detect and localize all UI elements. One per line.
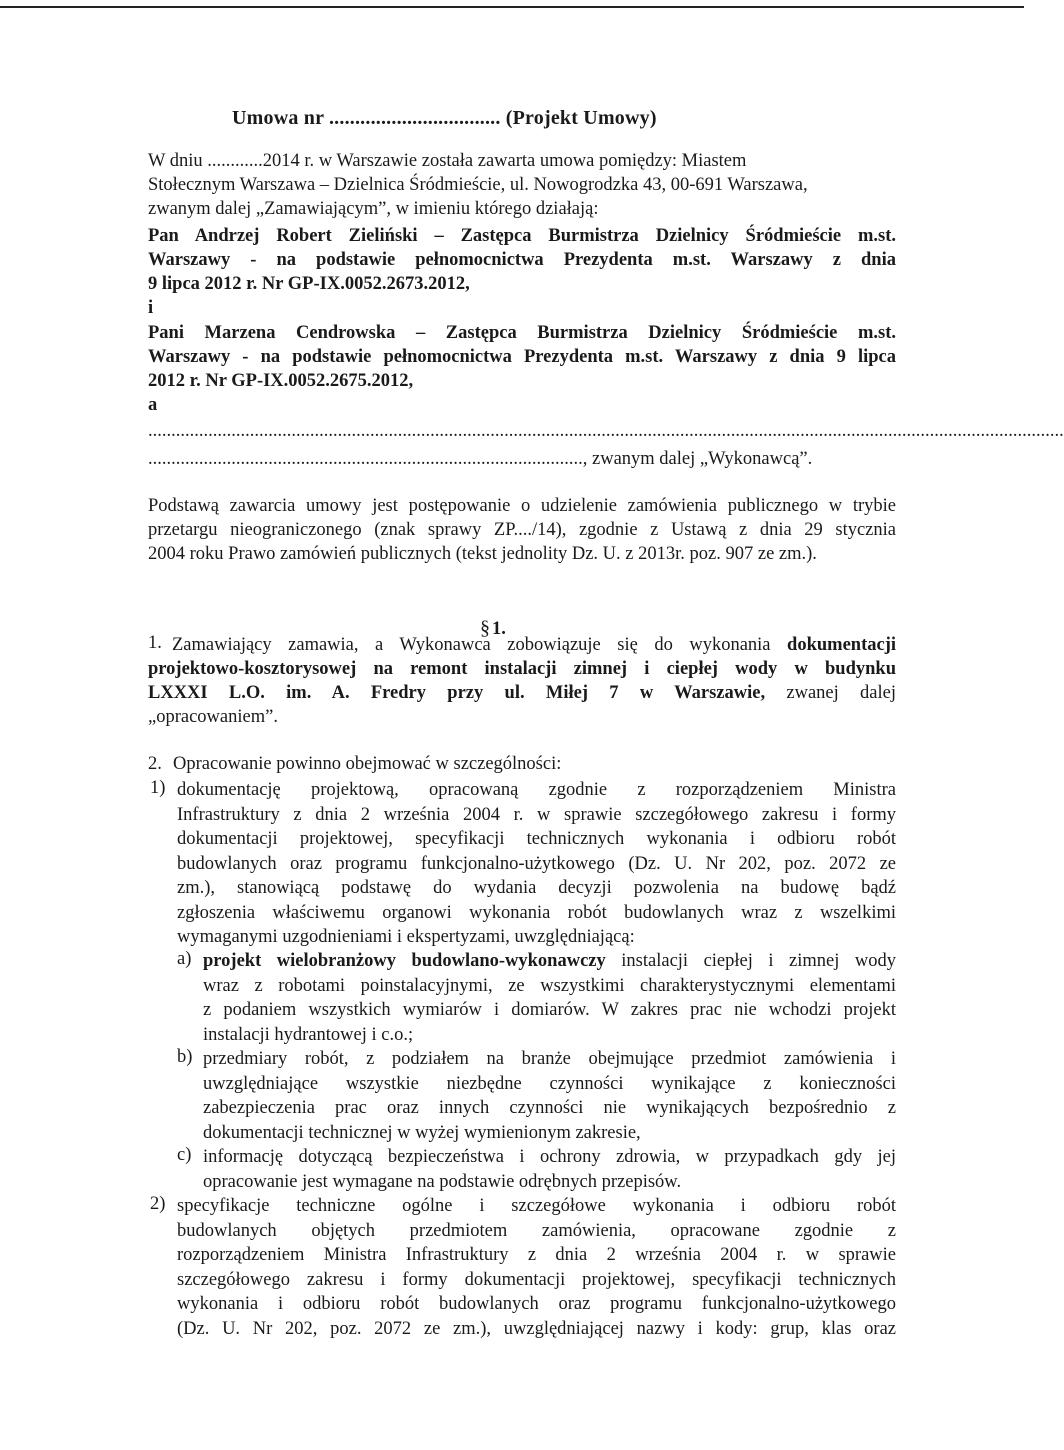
- sub-b-line: zabezpieczenia prac oraz innych czynności nie wynikających bezpośrednio z: [203, 1098, 896, 1118]
- item-1-line: dokumentację projektową, opracowaną zgodnie z rozporządzeniem Ministra: [177, 780, 896, 800]
- point-1-bold-c: LXXXI L.O. im. A. Fredry przy ul. Miłej 7 w Warszawie,: [148, 683, 766, 703]
- point-1: [148, 633, 896, 729]
- sub-b-line: uwzględniające wszystkie niezbędne czynności wynikające z konieczności: [203, 1073, 896, 1094]
- representative-2: [148, 321, 896, 417]
- point-1-line-1: [148, 633, 896, 657]
- sub-b-line: przedmiary robót, z podziałem na branże obejmujące przedmiot zamówienia i: [203, 1049, 896, 1069]
- sub-a-body: [203, 949, 896, 1047]
- item-1-line: budowlanych oraz programu funkcjonalno-użytkowego (Dz. U. Nr 202, poz. 2072 ze: [177, 853, 896, 874]
- intro-line: Stołecznym Warszawa – Dzielnica Śródmieście, ul. Nowogrodzka 43, 00-691 Warszawa,: [148, 175, 808, 195]
- rep2-line: Warszawy - na podstawie pełnomocnictwa Prezydenta m.st. Warszawy z dnia 9 lipca: [148, 347, 896, 367]
- point-1-line-3: [148, 681, 896, 705]
- sub-b-label: b): [177, 1047, 193, 1067]
- sub-a-line: z podaniem wszystkich wymiarów i domiarów. W zakres prac nie wchodzi projekt: [203, 1000, 896, 1020]
- point-2-heading: Opracowanie powinno obejmować w szczególności:: [173, 754, 562, 774]
- sub-a-line: instalacji hydrantowej i c.o.;: [203, 1024, 414, 1045]
- section-symbol: §: [480, 617, 490, 639]
- sub-a-first-line: [203, 949, 896, 974]
- item-1-line: zgłoszenia właściwemu organowi wykonania robót budowlanych wraz z wszelkimi: [177, 902, 896, 923]
- sub-c-line: opracowanie jest wymagane na podstawie odrębnych przepisów.: [203, 1171, 682, 1192]
- point-1-bold-b: projektowo-kosztorysowej na remont instalacji zimnej i ciepłej wody w budynku: [148, 659, 896, 679]
- basis-paragraph: [148, 494, 896, 566]
- item-1-line: Infrastruktury z dnia 2 września 2004 r. w sprawie szczegółowego zakresu i formy: [177, 804, 896, 825]
- point-1-number: 1.: [148, 633, 162, 653]
- contractor-line: .............................................................................................., zwanym dalej „Wykonawcą”.: [148, 449, 813, 469]
- rep1-line: Pan Andrzej Robert Zieliński – Zastępca Burmistrza Dzielnicy Śródmieście m.st.: [148, 226, 896, 246]
- sub-a-line: wraz z robotami poinstalacyjnymi, ze wszystkimi charakterystycznymi elementami: [203, 975, 896, 996]
- sub-a-label: a): [177, 949, 192, 969]
- item-2-body: [177, 1194, 896, 1341]
- sub-b-body: [203, 1047, 896, 1145]
- scan-border-line: [0, 6, 1024, 8]
- item-2-line: szczegółowego zakresu i formy dokumentacji projektowej, specyfikacji technicznych: [177, 1269, 896, 1290]
- sub-c-line: informację dotyczącą bezpieczeństwa i ochrony zdrowia, w przypadkach gdy jej: [203, 1147, 896, 1167]
- item-1-line: dokumentacji projektowej, specyfikacji technicznych wykonania i odbioru robót: [177, 829, 896, 849]
- item-2-line: wykonania i odbioru robót budowlanych oraz programu funkcjonalno-użytkowego: [177, 1294, 896, 1314]
- sub-c-label: c): [177, 1145, 192, 1165]
- item-1-label: 1): [150, 778, 166, 798]
- sub-c-body: [203, 1145, 896, 1194]
- conjunction-a: a: [148, 395, 158, 415]
- item-2-line: rozporządzeniem Ministra Infrastruktury z dnia 2 września 2004 r. w sprawie: [177, 1245, 896, 1265]
- sub-a-first-rest: instalacji ciepłej i zimnej wody: [605, 951, 896, 971]
- point-1-text-a: Zamawiający zamawia, a Wykonawca zobowiązuje się do wykonania: [172, 635, 788, 655]
- basis-line: 2004 roku Prawo zamówień publicznych (tekst jednolity Dz. U. z 2013r. poz. 907 ze zm.).: [148, 544, 817, 564]
- basis-line: przetargu nieograniczonego (znak sprawy ZP..../14), zgodnie z Ustawą z dnia 29 stycznia: [148, 520, 896, 540]
- point-1-text-d: „opracowaniem”.: [148, 707, 278, 727]
- sub-b-line: dokumentacji technicznej w wyżej wymienionym zakresie,: [203, 1122, 641, 1143]
- point-1-bold-a: dokumentacji: [787, 635, 896, 655]
- section-number: 1.: [492, 619, 506, 639]
- document-title: Umowa nr ................................. (Projekt Umowy): [232, 107, 657, 129]
- rep1-line: Warszawy - na podstawie pełnomocnictwa Prezydenta m.st. Warszawy z dnia: [148, 250, 896, 270]
- item-2-line: (Dz. U. Nr 202, poz. 2072 ze zm.), uwzględniającej nazwy i kody: grup, klas oraz: [177, 1318, 896, 1339]
- point-2-number: 2.: [148, 754, 162, 774]
- item-1-body: [177, 778, 896, 950]
- rep2-line: 2012 r. Nr GP-IX.0052.2675.2012,: [148, 371, 414, 391]
- item-1-line: wymaganymi uzgodnieniami i ekspertyzami, uwzględniającą:: [177, 927, 635, 947]
- rep2-line: Pani Marzena Cendrowska – Zastępca Burmistrza Dzielnicy Śródmieście m.st.: [148, 323, 896, 343]
- intro-line: W dniu ............2014 r. w Warszawie została zawarta umowa pomiędzy: Miastem: [148, 151, 747, 171]
- intro-paragraph: [148, 149, 896, 221]
- item-1-line: zm.), stanowiącą podstawę do wydania decyzji pozwolenia na budowę bądź: [177, 878, 896, 898]
- item-2-line: specyfikacje techniczne ogólne i szczegółowe wykonania i odbioru robót: [177, 1196, 896, 1216]
- representative-1: [148, 224, 896, 320]
- point-1-text-c: zwanej dalej: [765, 683, 897, 703]
- sub-a-bold: projekt wielobranżowy budowlano-wykonawczy: [203, 951, 606, 971]
- rep1-line: 9 lipca 2012 r. Nr GP-IX.0052.2673.2012,: [148, 274, 470, 294]
- basis-line: Podstawą zawarcia umowy jest postępowanie o udzielenie zamówienia publicznego w trybie: [148, 496, 896, 516]
- intro-line: zwanym dalej „Zamawiającym”, w imieniu którego działają:: [148, 199, 599, 219]
- conjunction-i: i: [148, 298, 154, 318]
- item-2-label: 2): [150, 1194, 166, 1214]
- contractor-dots-line: ......................................................................................................................................................................................................: [148, 421, 1064, 441]
- item-2-line: budowlanych objętych przedmiotem zamówienia, opracowane zgodnie z: [177, 1220, 896, 1241]
